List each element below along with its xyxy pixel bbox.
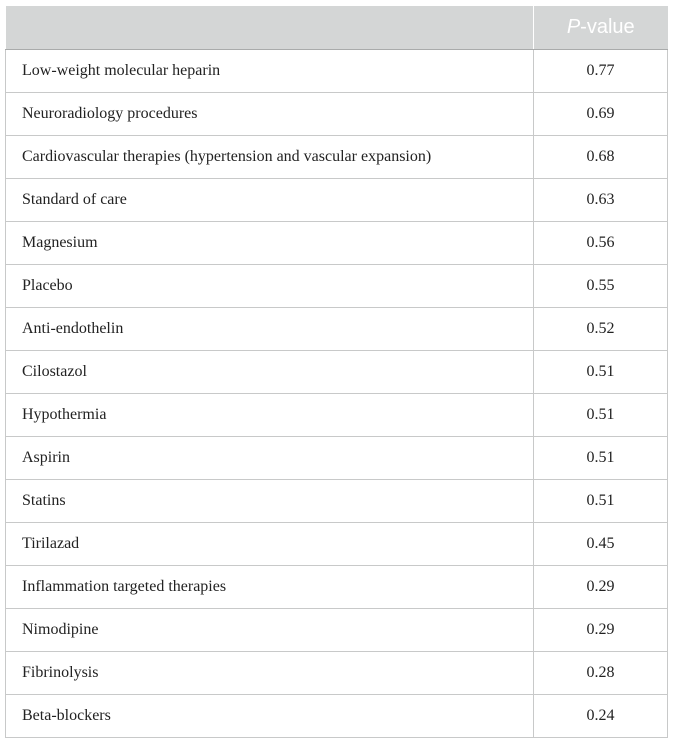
p-value-cell: 0.56 bbox=[534, 222, 668, 265]
table-header bbox=[6, 6, 668, 50]
p-value-cell: 0.29 bbox=[534, 566, 668, 609]
header-treatment bbox=[6, 6, 534, 50]
table-row bbox=[6, 394, 668, 437]
treatment-cell: Standard of care bbox=[6, 179, 534, 222]
p-value-cell: 0.28 bbox=[534, 652, 668, 695]
header-p-value bbox=[534, 6, 668, 50]
p-value-cell: 0.45 bbox=[534, 523, 668, 566]
p-value-cell: 0.51 bbox=[534, 351, 668, 394]
treatment-cell: Inflammation targeted therapies bbox=[6, 566, 534, 609]
table-body bbox=[6, 50, 668, 738]
p-value-cell: 0.68 bbox=[534, 136, 668, 179]
treatment-cell: Low-weight molecular heparin bbox=[6, 50, 534, 93]
p-value-cell: 0.55 bbox=[534, 265, 668, 308]
treatment-cell: Hypothermia bbox=[6, 394, 534, 437]
table-row bbox=[6, 136, 668, 179]
table-row bbox=[6, 93, 668, 136]
p-value-cell: 0.51 bbox=[534, 437, 668, 480]
table-row bbox=[6, 50, 668, 93]
treatment-cell: Cilostazol bbox=[6, 351, 534, 394]
treatment-cell: Neuroradiology procedures bbox=[6, 93, 534, 136]
treatment-cell: Nimodipine bbox=[6, 609, 534, 652]
treatment-cell: Magnesium bbox=[6, 222, 534, 265]
header-p-italic: P bbox=[566, 16, 581, 38]
table-row bbox=[6, 523, 668, 566]
p-value-cell: 0.24 bbox=[534, 695, 668, 738]
p-value-cell: 0.29 bbox=[534, 609, 668, 652]
treatment-cell: Anti-endothelin bbox=[6, 308, 534, 351]
table-row bbox=[6, 308, 668, 351]
p-value-cell: 0.77 bbox=[534, 50, 668, 93]
table-row bbox=[6, 695, 668, 738]
table-row bbox=[6, 179, 668, 222]
table-row bbox=[6, 265, 668, 308]
p-value-cell: 0.51 bbox=[534, 480, 668, 523]
treatment-cell: Tirilazad bbox=[6, 523, 534, 566]
treatment-cell: Beta-blockers bbox=[6, 695, 534, 738]
treatment-cell: Placebo bbox=[6, 265, 534, 308]
p-value-cell: 0.51 bbox=[534, 394, 668, 437]
treatment-cell: Fibrinolysis bbox=[6, 652, 534, 695]
p-value-cell: 0.69 bbox=[534, 93, 668, 136]
table-row bbox=[6, 351, 668, 394]
header-row bbox=[6, 6, 668, 50]
table-row bbox=[6, 480, 668, 523]
table-row bbox=[6, 652, 668, 695]
p-value-table bbox=[5, 6, 668, 738]
treatment-cell: Statins bbox=[6, 480, 534, 523]
p-value-cell: 0.52 bbox=[534, 308, 668, 351]
table-row bbox=[6, 609, 668, 652]
table-row bbox=[6, 222, 668, 265]
table-row bbox=[6, 566, 668, 609]
treatment-cell: Cardiovascular therapies (hypertension and vascular expansion) bbox=[6, 136, 534, 179]
header-p-rest: -value bbox=[580, 16, 635, 38]
p-value-cell: 0.63 bbox=[534, 179, 668, 222]
treatment-cell: Aspirin bbox=[6, 437, 534, 480]
results-table-container bbox=[5, 6, 667, 738]
table-row bbox=[6, 437, 668, 480]
